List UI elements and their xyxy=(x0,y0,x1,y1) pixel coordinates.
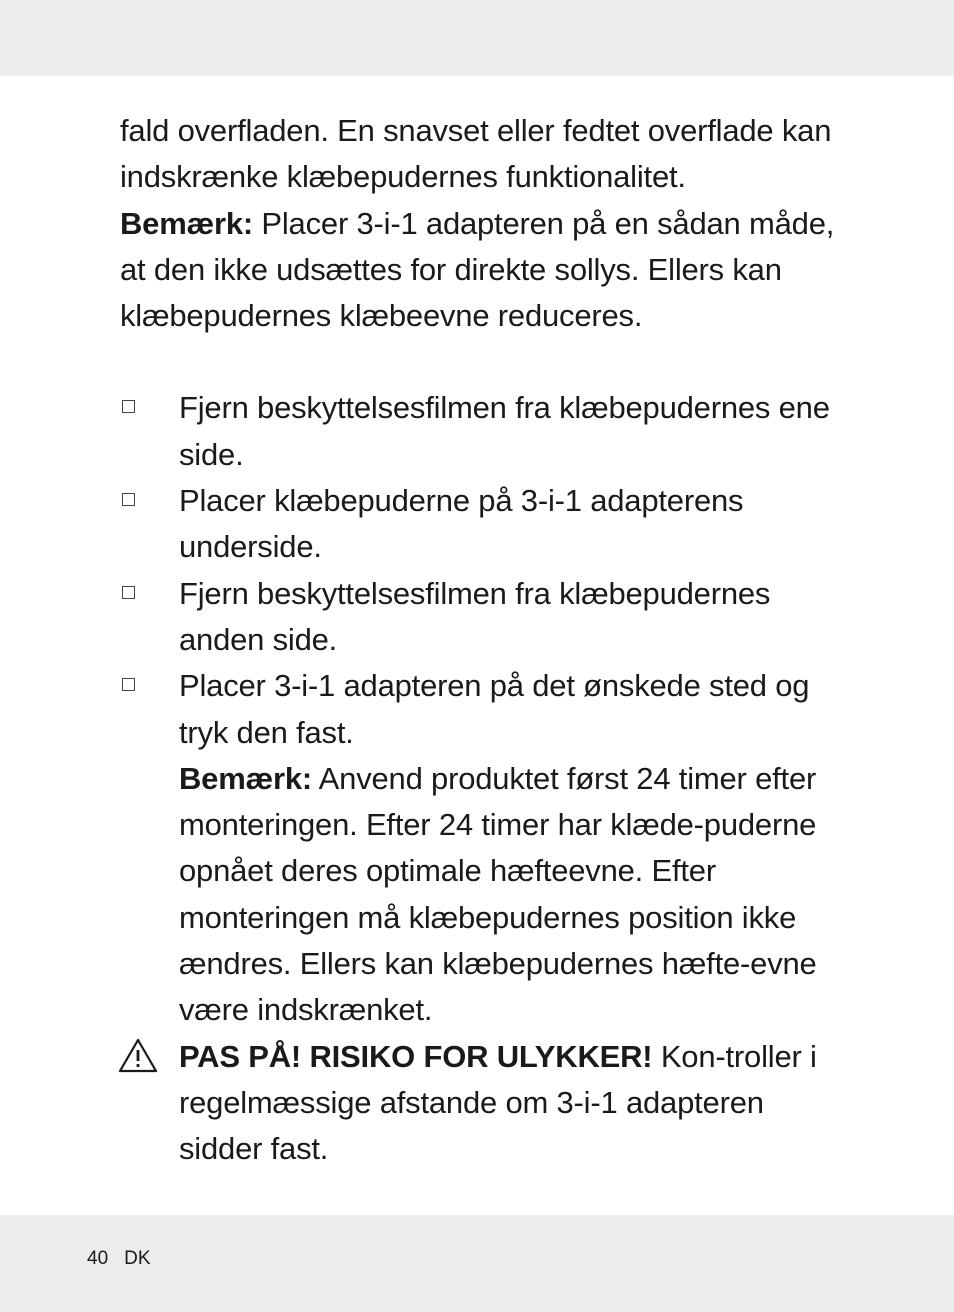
step-text: Placer klæbepuderne på 3-i-1 adapterens underside. xyxy=(179,483,744,565)
step-text: Placer 3-i-1 adapteren på det ønskede sted og tryk den fast. xyxy=(179,668,810,750)
warning-block xyxy=(120,1034,840,1173)
step-note-label: Bemærk: xyxy=(179,760,312,796)
step-note xyxy=(120,756,840,1034)
warning-triangle-icon xyxy=(118,1038,158,1074)
note-label: Bemærk: xyxy=(120,205,253,241)
page-number: 40 xyxy=(87,1248,109,1269)
checkbox-icon xyxy=(122,493,135,506)
spacer xyxy=(120,339,840,385)
note-text: Placer 3-i-1 adapteren på en sådan måde, at den ikke udsættes for direkte sollys. Ellers kan klæbepudernes klæbeevne reduceres. xyxy=(120,205,835,334)
page-content xyxy=(120,108,840,1173)
warning-label: PAS PÅ! RISIKO FOR ULYKKER! xyxy=(179,1038,653,1074)
page-footer xyxy=(87,1247,167,1271)
intro-paragraph xyxy=(120,108,840,201)
step-text: Fjern beskyttelsesfilmen fra klæbepudernes anden side. xyxy=(179,575,771,657)
checkbox-icon xyxy=(122,678,135,691)
checkbox-icon xyxy=(122,400,135,413)
step-item xyxy=(120,478,840,571)
step-note-text: Anvend produktet først 24 timer efter monteringen. Efter 24 timer har klæde-puderne opnået deres optimale hæfteevne. Efter monteringen må klæbepudernes position ikke ændres. Ellers kan klæbepudernes hæfte-evne være indskrænket. xyxy=(179,760,817,1028)
intro-text: fald overfladen. En snavset eller fedtet overflade kan indskrænke klæbepudernes funktionalitet. xyxy=(120,113,832,195)
warning-text: Kon-troller i regelmæssige afstande om 3-i-1 adapteren sidder fast. xyxy=(179,1038,817,1167)
intro-note xyxy=(120,201,840,340)
step-text: Fjern beskyttelsesfilmen fra klæbepudernes ene side. xyxy=(179,390,830,472)
step-item xyxy=(120,571,840,664)
step-item xyxy=(120,385,840,478)
language-code: DK xyxy=(124,1248,151,1269)
step-item xyxy=(120,663,840,756)
checkbox-icon xyxy=(122,586,135,599)
top-band xyxy=(0,0,954,76)
